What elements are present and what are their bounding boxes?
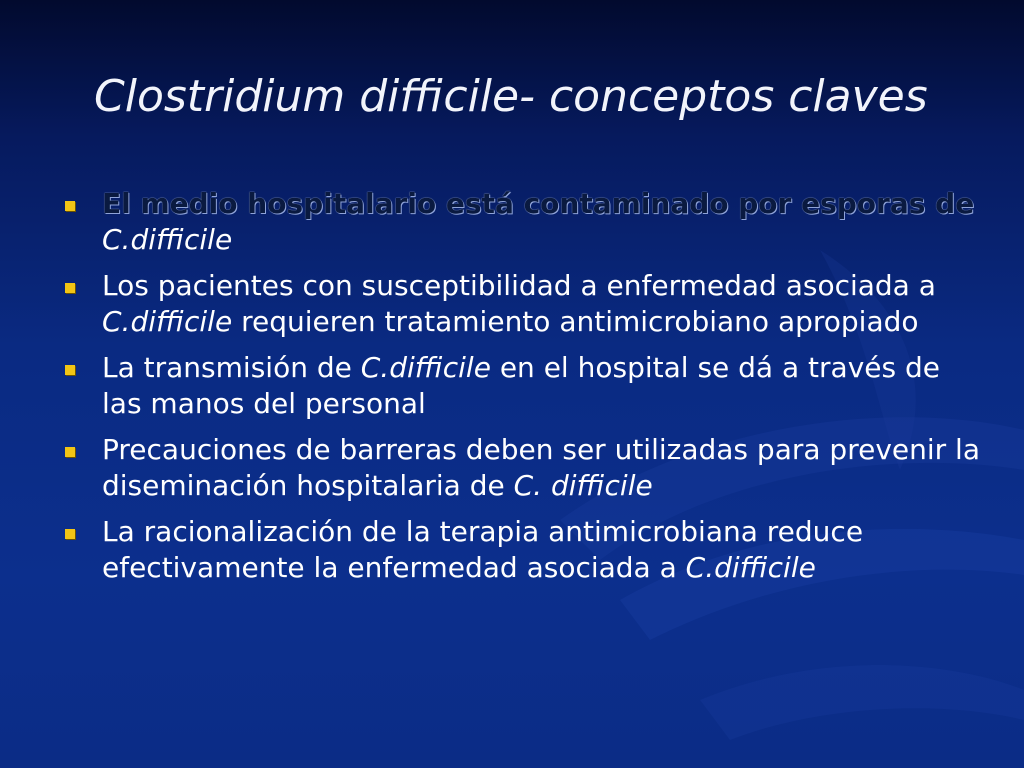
bullet-text: La transmisión de xyxy=(102,351,352,384)
square-bullet-icon xyxy=(65,447,75,457)
square-bullet-icon xyxy=(65,201,75,211)
bullet-list xyxy=(60,186,980,596)
square-bullet-icon xyxy=(65,529,75,539)
bullet-text: Precauciones de barreras deben ser utilizadas para prevenir la diseminación hospitalaria de xyxy=(102,433,980,502)
bullet-italic-term: C.difficile xyxy=(102,223,233,256)
bullet-item-1 xyxy=(60,186,980,258)
bullet-item-2 xyxy=(60,268,980,340)
bullet-italic-term: C.difficile xyxy=(360,351,491,384)
bullet-text: La racionalización de la terapia antimicrobiana reduce efectivamente la enfermedad asociada a xyxy=(102,515,864,584)
bullet-italic-term: C.difficile xyxy=(685,551,816,584)
bullet-text: Los pacientes con susceptibilidad a enfermedad asociada a xyxy=(102,269,936,302)
bullet-item-3 xyxy=(60,350,980,422)
square-bullet-icon xyxy=(65,283,75,293)
square-bullet-icon xyxy=(65,365,75,375)
bullet-italic-term: C. difficile xyxy=(513,469,653,502)
bullet-text-suffix: en el hospital se dá a través de las manos del personal xyxy=(102,351,940,420)
bullet-text-suffix: requieren tratamiento antimicrobiano apropiado xyxy=(241,305,919,338)
bullet-item-5 xyxy=(60,514,980,586)
bullet-italic-term: C.difficile xyxy=(102,305,233,338)
bullet-item-4 xyxy=(60,432,980,504)
bullet-text: El medio hospitalario está contaminado por esporas de xyxy=(102,187,975,220)
slide-title: Clostridium difficile- conceptos claves xyxy=(94,71,928,122)
